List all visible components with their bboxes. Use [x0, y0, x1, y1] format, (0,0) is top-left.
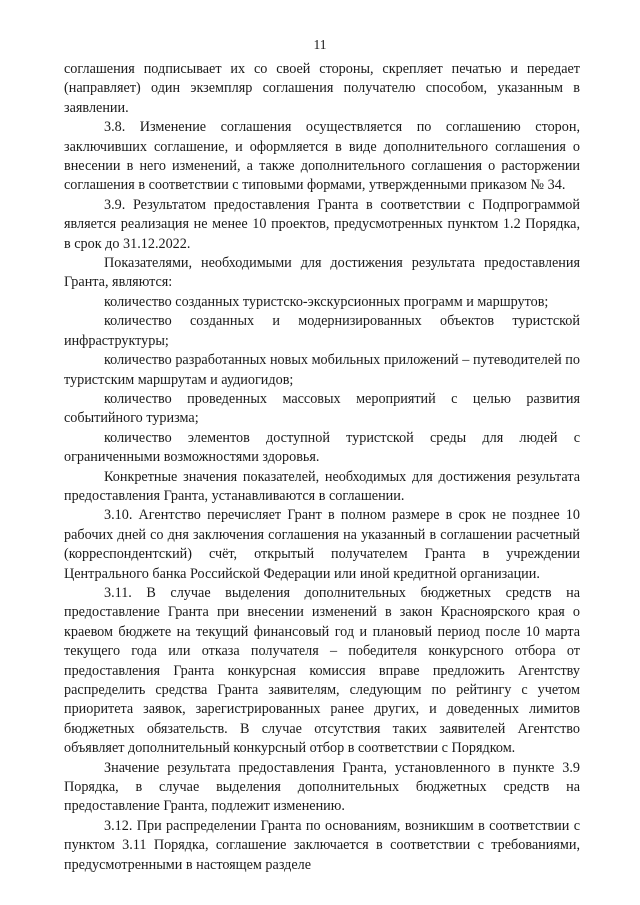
indicator-item: количество созданных и модернизированных объектов туристской инфраструктуры; — [64, 313, 580, 349]
paragraph-indicators-intro: Показателями, необходимыми для достижения результата предоставления Гранта, являются: — [64, 255, 580, 291]
paragraph-continuation: соглашения подписывает их со своей стороны, скрепляет печатью и передает (направляет) один экземпляр соглашения получателю способом, указанным в заявлении. — [64, 61, 580, 116]
paragraph-indicator-values: Конкретные значения показателей, необходимых для достижения результата предоставления Гранта, устанавливаются в соглашении. — [64, 468, 580, 504]
page-number: 11 — [313, 37, 327, 52]
indicator-item: количество созданных туристско-экскурсионных программ и маршрутов; — [104, 293, 549, 310]
paragraph-3-9: 3.9. Результатом предоставления Гранта в соответствии с Подпрограммой является реализация не менее 10 проектов, предусмотренных пунктом 1.2 Порядка, в срок до 31.12.2022. — [64, 196, 580, 252]
paragraph-3-11: 3.11. В случае выделения дополнительных бюджетных средств на предоставление Гранта при внесении изменений в закон Красноярского края о краевом бюджете на текущий финансовый год и плановый период после 10 марта текущего года или отказа получателя – победителя конкурсного отбора от предоставления Гранта конкурсная комиссия вправе предложить Агентству распределить средства Гранта заявителям, следующим по рейтингу с учетом приоритета заявок, зарегистрированных ранее других, и доведенных лимитов бюджетных обязательств. В случае отсутствия таких заявителей Агентство объявляет дополнительный конкурсный отбор в соответствии с Порядком. — [64, 584, 580, 757]
paragraph-result-value: Значение результата предоставления Гранта, установленного в пункте 3.9 Порядка, в случае выделения дополнительных бюджетных средств на предоставление Гранта, подлежит изменению. — [64, 759, 580, 815]
indicator-item: количество элементов доступной туристской среды для людей с ограниченными возможностями здоровья. — [64, 429, 580, 466]
indicator-item: количество проведенных массовых мероприятий с целью развития событийного туризма; — [64, 390, 580, 427]
paragraph-3-10: 3.10. Агентство перечисляет Грант в полном размере в срок не позднее 10 рабочих дней со дня заключения соглашения на указанный в соглашении расчетный (корреспондентский) счёт, открытый получателем Гранта в учреждении Центрального банка Российской Федерации или иной кредитной организации. — [64, 507, 580, 582]
indicator-item: количество разработанных новых мобильных приложений – путеводителей по туристским маршрутам и аудиогидов; — [64, 352, 580, 388]
document-body — [64, 60, 580, 875]
paragraph-3-12: 3.12. При распределении Гранта по основаниям, возникшим в соответствии с пунктом 3.11 Порядка, соглашение заключается в соответствии с требованиями, предусмотренными в настоящем разделе — [64, 817, 580, 873]
paragraph-3-8: 3.8. Изменение соглашения осуществляется по соглашению сторон, заключивших соглашение, и оформляется в виде дополнительного соглашения о внесении в него изменений, а также дополнительного соглашения о расторжении соглашения в соответствии с типовыми формами, утвержденными приказом № 34. — [64, 119, 580, 194]
